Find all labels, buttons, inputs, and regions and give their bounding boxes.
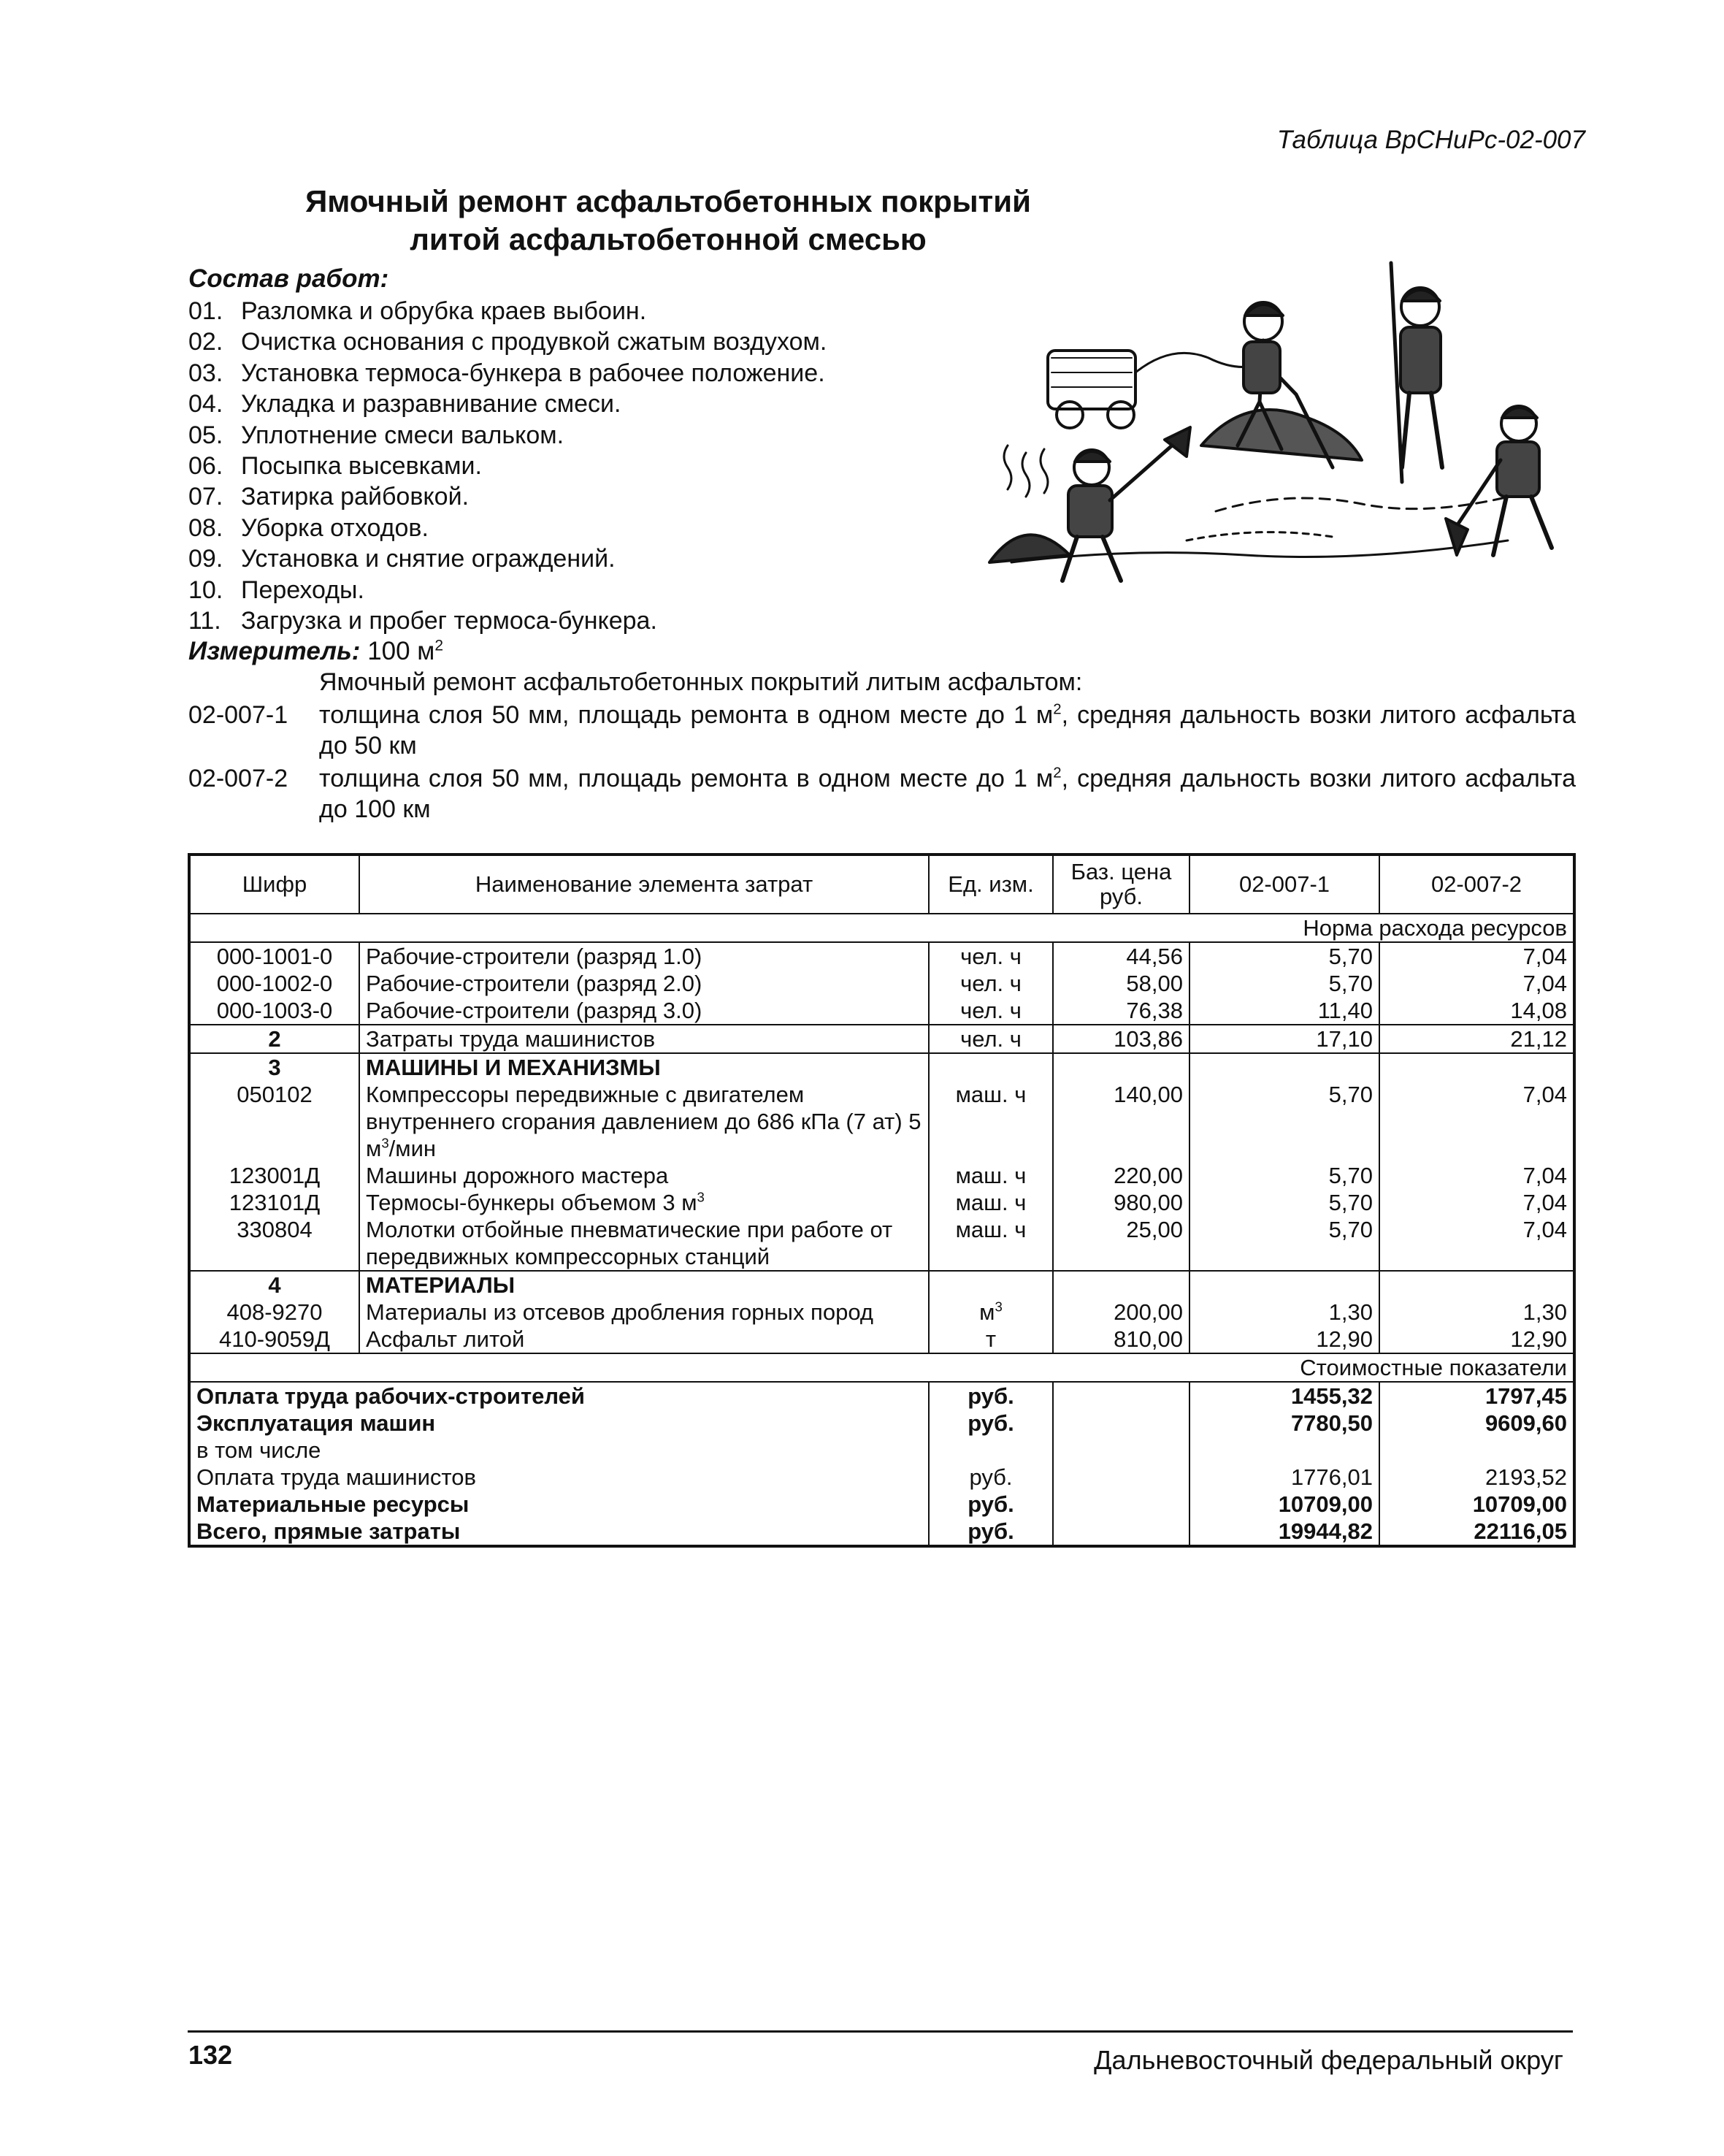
col-header-variant-2: 02-007-2 — [1379, 855, 1574, 914]
table-label: Таблица ВрСНиРс-02-007 — [1276, 126, 1585, 154]
title-line-2: литой асфальтобетонной смесью — [410, 222, 927, 256]
table-row: 000-1002-0 Рабочие-строители (разряд 2.0) чел. ч 58,00 5,70 7,04 — [189, 970, 1574, 997]
work-item: 02. Очистка основания с продувкой сжатым воздухом. — [188, 328, 827, 356]
variant-code: 02-007-1 — [188, 701, 288, 729]
col-header-price: Баз. цена руб. — [1053, 855, 1189, 914]
table-row: 123001Д Машины дорожного мастера маш. ч 220,00 5,70 7,04 — [189, 1162, 1574, 1189]
road-workers-illustration — [982, 248, 1581, 592]
table-row: 408-9270 Материалы из отсевов дробления горных пород $м^3$ 200,00 1,30 1,30 — [189, 1299, 1574, 1326]
cost-caption-row — [189, 1353, 1574, 1382]
work-item: 11. Загрузка и пробег термоса-бункера. — [188, 607, 657, 635]
work-item: 05. Уплотнение смеси вальком. — [188, 421, 564, 449]
work-item: 07. Затирка райбовкой. — [188, 483, 470, 511]
variant-02-007-2 — [188, 763, 1576, 829]
region-name: Дальневосточный федеральный округ — [1094, 2045, 1563, 2075]
materials-section-row: 4 МАТЕРИАЛЫ — [189, 1271, 1574, 1299]
work-item: 01. Разломка и обрубка краев выбоин. — [188, 297, 647, 325]
table-row: 050102 Компрессоры передвижные с двигателем внутреннего сгорания давлением до 686 кПа (7 ат) 5 $м^3$/мин маш. ч 140,00 5,70 7,04 — [189, 1081, 1574, 1162]
measure-value: 100 м — [367, 637, 435, 665]
summary-row: Материальные ресурсы руб. 10709,00 10709,00 — [189, 1491, 1574, 1518]
summary-row: Оплата труда машинистов руб. 1776,01 2193,52 — [189, 1464, 1574, 1491]
work-item: 03. Установка термоса-бункера в рабочее положение. — [188, 359, 825, 387]
footer-divider — [188, 2030, 1573, 2033]
table-row: 330804 Молотки отбойные пневматические при работе от передвижных компрессорных станций маш. ч 25,00 5,70 7,04 — [189, 1216, 1574, 1271]
work-composition-header: Состав работ: — [188, 264, 389, 293]
operators-row: 2 Затраты труда машинистов чел. ч 103,86 17,10 21,12 — [189, 1025, 1574, 1053]
machines-section-row: 3 МАШИНЫ И МЕХАНИЗМЫ — [189, 1053, 1574, 1081]
title-line-1: Ямочный ремонт асфальтобетонных покрытий — [305, 184, 1031, 218]
variant-text: толщина слоя 50 мм, площадь ремонта в одном месте до 1 $м^2$, средняя дальность возки литого асфальта до 50 км — [319, 701, 1576, 760]
work-item: 04. Укладка и разравнивание смеси. — [188, 390, 621, 418]
page-number: 132 — [188, 2040, 233, 2070]
col-header-variant-1: 02-007-1 — [1189, 855, 1379, 914]
cost-caption: Стоимостные показатели — [189, 1353, 1574, 1382]
norm-caption-row — [189, 914, 1574, 942]
work-item: 06. Посыпка высевками. — [188, 452, 482, 481]
measure-label: Измеритель: — [188, 637, 361, 665]
table-header-row — [189, 855, 1574, 914]
summary-row: Эксплуатация машин руб. 7780,50 9609,60 — [189, 1410, 1574, 1437]
table-row: 000-1001-0 Рабочие-строители (разряд 1.0) чел. ч 44,56 5,70 7,04 — [189, 942, 1574, 970]
work-composition-list — [188, 296, 827, 636]
resource-cost-table — [188, 853, 1576, 1548]
col-header-unit: Ед. изм. — [929, 855, 1053, 914]
measure-unit — [188, 637, 443, 666]
subtable-intro: Ямочный ремонт асфальтобетонных покрытий литым асфальтом: — [319, 668, 1083, 696]
work-item: 08. Уборка отходов. — [188, 513, 429, 542]
document-title — [183, 183, 1154, 259]
measure-sup: 2 — [434, 637, 444, 654]
col-header-name: Наименование элемента затрат — [359, 855, 929, 914]
variant-text: толщина слоя 50 мм, площадь ремонта в одном месте до 1 $м^2$, средняя дальность возки литого асфальта до 100 км — [319, 765, 1576, 823]
summary-row: Оплата труда рабочих-строителей руб. 1455,32 1797,45 — [189, 1382, 1574, 1410]
work-item: 10. Переходы. — [188, 576, 364, 604]
table-row: 123101Д Термосы-бункеры объемом 3 $м^3$ маш. ч 980,00 5,70 7,04 — [189, 1189, 1574, 1216]
variant-02-007-1 — [188, 700, 1576, 765]
variant-code: 02-007-2 — [188, 765, 288, 792]
col-header-code: Шифр — [189, 855, 359, 914]
work-item: 09. Установка и снятие ограждений. — [188, 545, 616, 573]
summary-row: Всего, прямые затраты руб. 19944,82 22116,05 — [189, 1518, 1574, 1546]
norm-caption: Норма расхода ресурсов — [189, 914, 1574, 942]
table-row: 000-1003-0 Рабочие-строители (разряд 3.0) чел. ч 76,38 11,40 14,08 — [189, 997, 1574, 1025]
table-row: 410-9059Д Асфальт литой т 810,00 12,90 12,90 — [189, 1326, 1574, 1353]
summary-row: в том числе — [189, 1437, 1574, 1464]
